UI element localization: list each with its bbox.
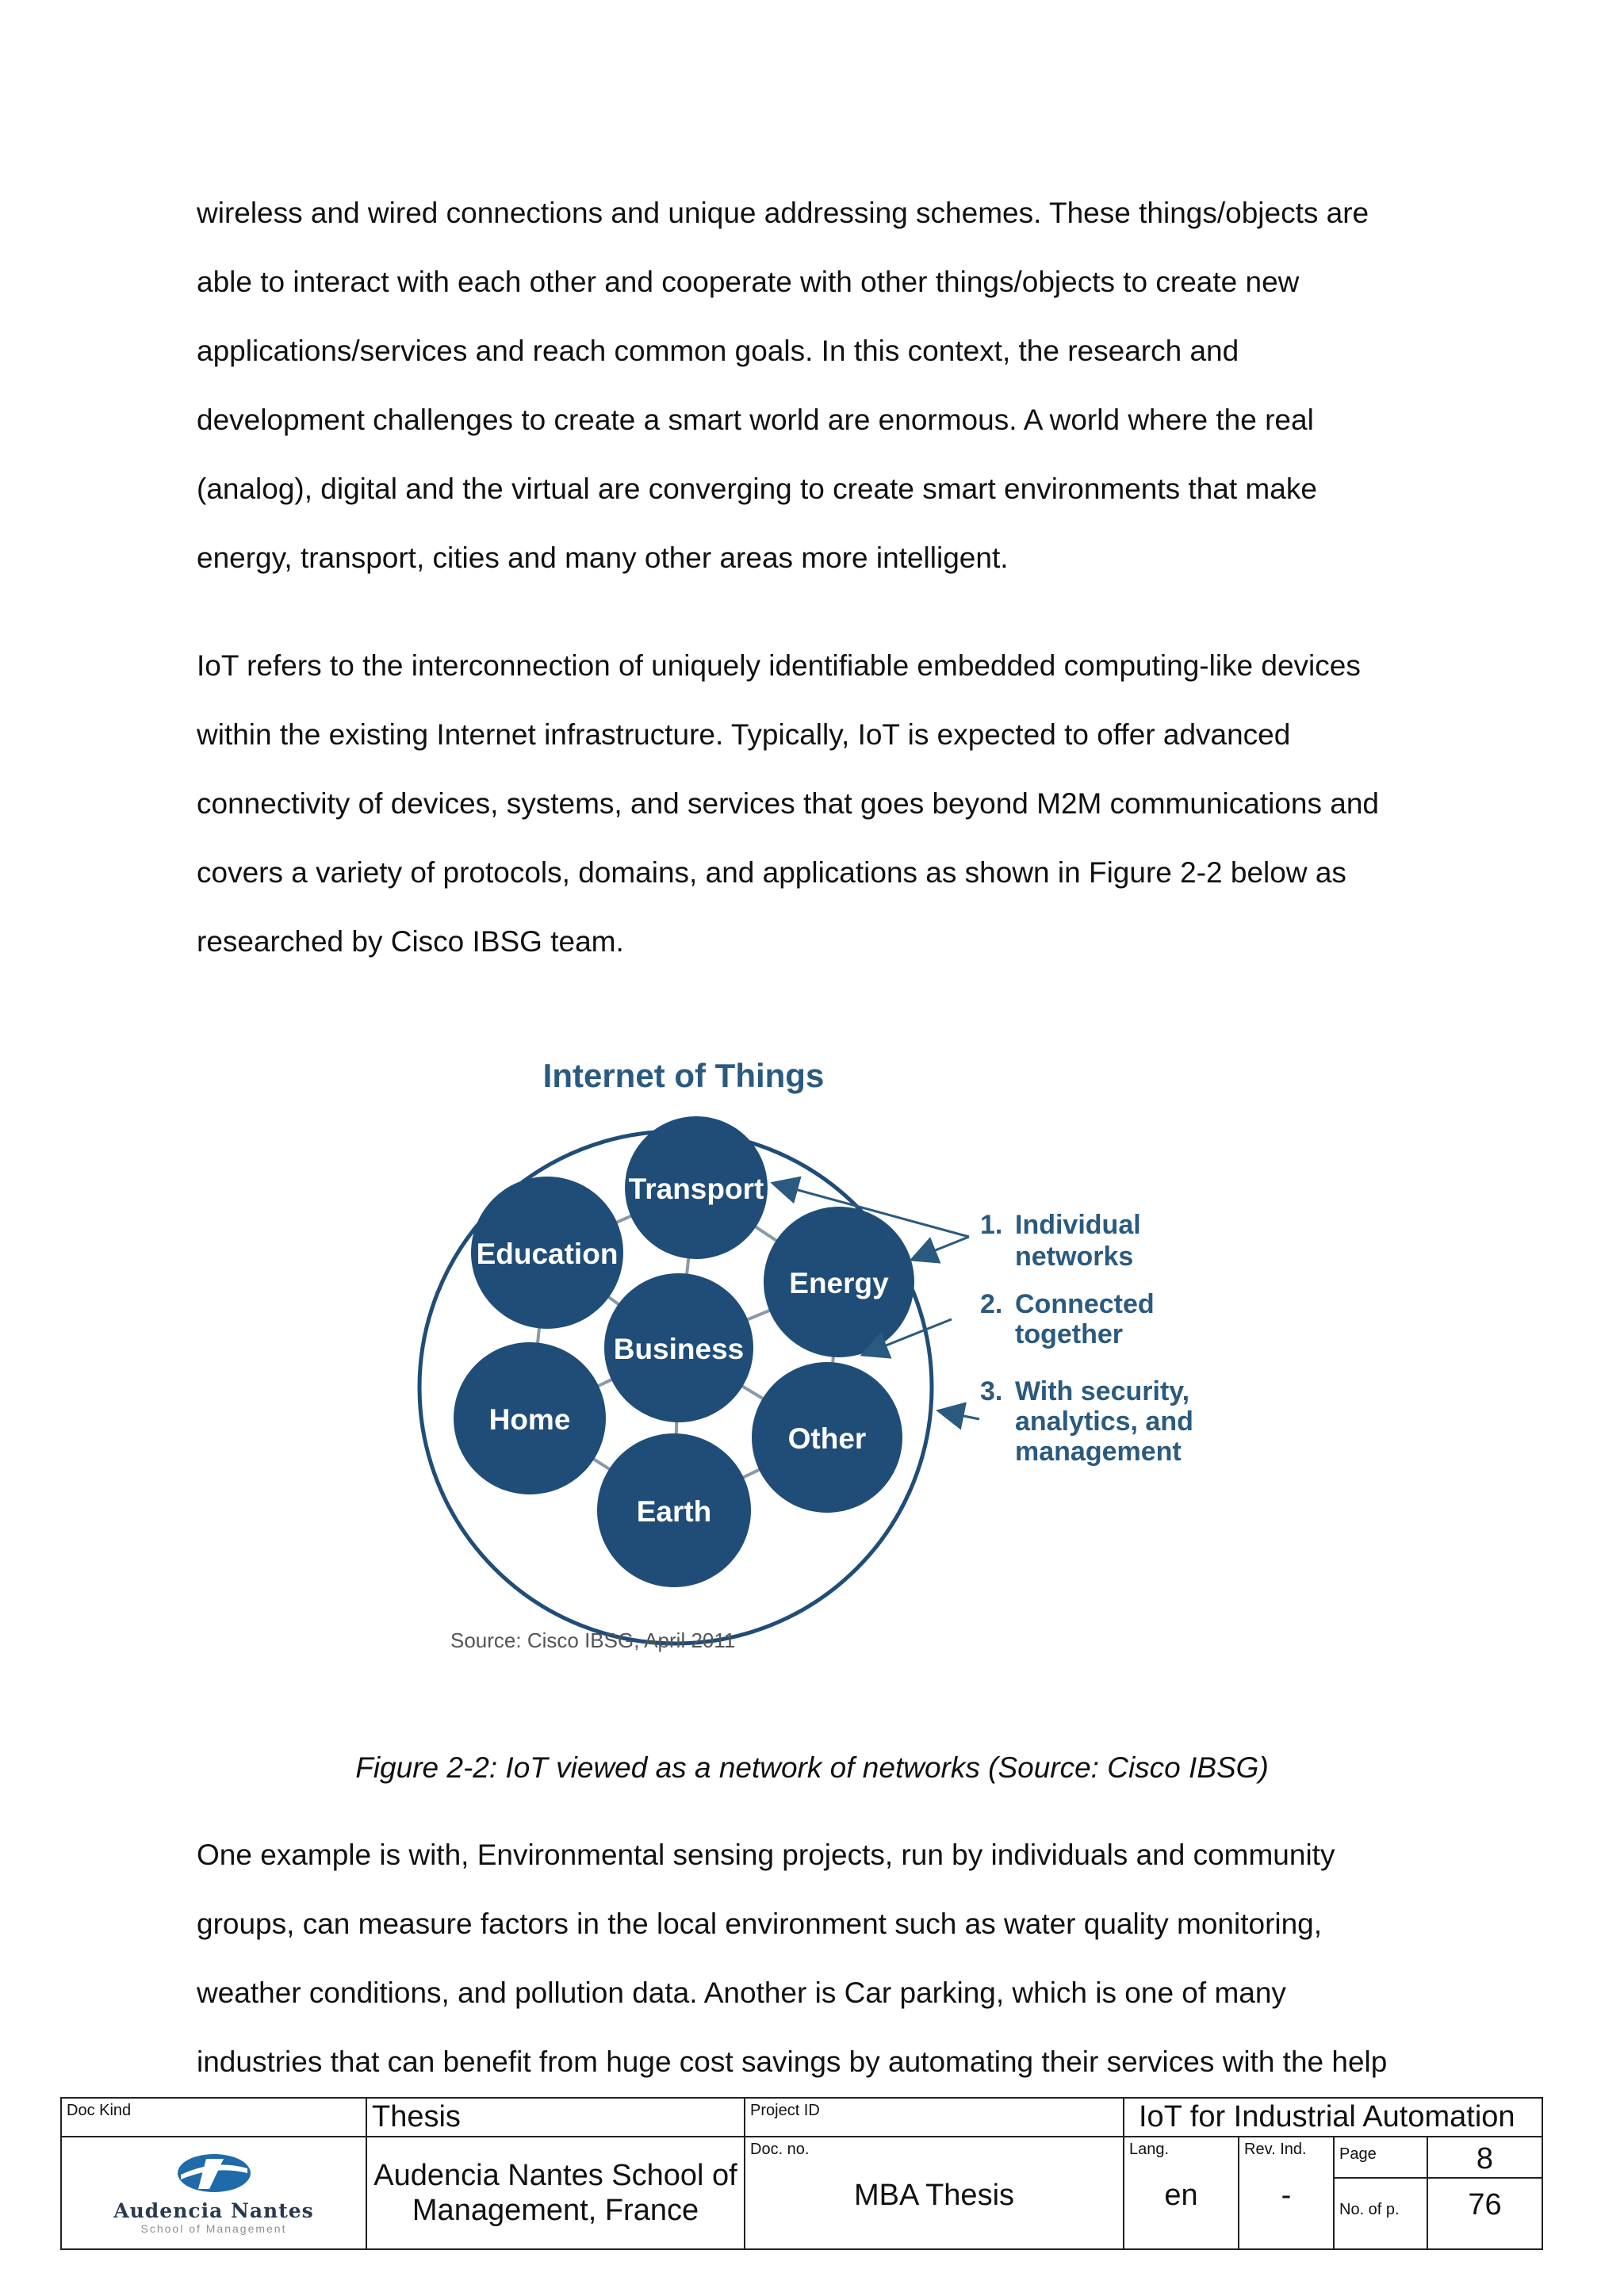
school-line-1: Audencia Nantes School of: [373, 2159, 737, 2192]
text-line: IoT refers to the interconnection of uniquely identifiable embedded computing-like devices: [197, 649, 1361, 682]
text-line: One example is with, Environmental sensing projects, run by individuals and community: [197, 1839, 1335, 1871]
node-label: Business: [613, 1333, 745, 1365]
footer-table: [60, 2097, 1543, 2250]
text-line: development challenges to create a smart world are enormous. A world where the real: [197, 404, 1314, 436]
project-id-value: IoT for Industrial Automation: [1124, 2098, 1542, 2137]
text-line: able to interact with each other and cooperate with other things/objects to create new: [197, 266, 1300, 298]
callouts: [980, 1210, 1193, 1467]
node-business: [604, 1273, 753, 1422]
doc-no-label: Doc. no.: [750, 2141, 810, 2158]
callout-text: With security,: [1015, 1376, 1190, 1406]
node-label: Education: [476, 1238, 619, 1270]
node-home: [454, 1342, 606, 1494]
text-line: energy, transport, cities and many other areas more intelligent.: [197, 541, 1009, 574]
lang-label: Lang.: [1129, 2141, 1170, 2158]
callout-number: 2.: [980, 1289, 1003, 1319]
page-value: 8: [1476, 2142, 1494, 2175]
text-line: within the existing Internet infrastructure. Typically, IoT is expected to offer advanced: [197, 718, 1291, 751]
audencia-logo-icon: [174, 2151, 254, 2195]
text-line: researched by Cisco IBSG team.: [197, 925, 624, 958]
pages-label: No. of p.: [1339, 2201, 1400, 2218]
page-values-cell: [1427, 2137, 1542, 2249]
doc-kind-label: Doc Kind: [61, 2098, 366, 2137]
node-education: [471, 1177, 623, 1329]
text-line: groups, can measure factors in the local environment such as water quality monitoring,: [197, 1908, 1323, 1940]
rev-cell: [1239, 2137, 1334, 2249]
text-line: weather conditions, and pollution data. Another is Car parking, which is one of many: [197, 1976, 1286, 2009]
node-label: Transport: [628, 1173, 764, 1205]
logo-subtitle: School of Management: [140, 2222, 287, 2235]
node-label: Home: [488, 1403, 571, 1436]
project-id-label: Project ID: [745, 2098, 1124, 2137]
callout-text: Connected: [1015, 1289, 1155, 1319]
node-label: Other: [787, 1422, 867, 1455]
callout-text: together: [1015, 1319, 1123, 1349]
text-line: connectivity of devices, systems, and services that goes beyond M2M communications and: [197, 787, 1379, 820]
logo: [61, 2137, 366, 2249]
callout-text: networks: [1015, 1242, 1134, 1272]
lang-value: en: [1164, 2179, 1198, 2212]
node-label: Energy: [789, 1267, 889, 1299]
text-line: wireless and wired connections and unique addressing schemes. These things/objects are: [197, 197, 1369, 229]
page-label: Page: [1339, 2145, 1377, 2163]
doc-kind-value: Thesis: [366, 2098, 745, 2137]
doc-no-cell: [745, 2137, 1124, 2249]
callout-text: Individual: [1015, 1210, 1141, 1240]
figure-caption: Figure 2-2: IoT viewed as a network of networks (Source: Cisco IBSG): [355, 1751, 1269, 1784]
lang-cell: [1124, 2137, 1239, 2249]
callout-number: 3.: [980, 1376, 1003, 1406]
figure-title: Internet of Things: [542, 1057, 825, 1094]
text-line: (analog), digital and the virtual are converging to create smart environments that make: [197, 473, 1317, 505]
callout-number: 1.: [980, 1210, 1003, 1240]
node-earth: [597, 1433, 751, 1587]
text-line: covers a variety of protocols, domains, and applications as shown in Figure 2-2 below as: [197, 856, 1346, 889]
node-other: [752, 1362, 902, 1513]
doc-no-value: MBA Thesis: [853, 2179, 1015, 2212]
logo-name: Audencia Nantes: [113, 2199, 314, 2222]
school-name: [366, 2137, 745, 2249]
rev-label: Rev. Ind.: [1244, 2141, 1307, 2158]
callout-text: analytics, and: [1015, 1406, 1193, 1437]
pages-value: 76: [1468, 2188, 1502, 2221]
callout-text: management: [1015, 1437, 1182, 1467]
text-line: industries that can benefit from huge cost savings by automating their services with the help: [197, 2045, 1388, 2078]
node-transport: [625, 1116, 768, 1259]
node-energy: [764, 1207, 914, 1357]
page-labels-cell: [1334, 2137, 1427, 2249]
figure-source: Source: Cisco IBSG, April 2011: [450, 1628, 736, 1652]
text-line: applications/services and reach common goals. In this context, the research and: [197, 335, 1239, 367]
node-label: Earth: [636, 1495, 712, 1528]
rev-value: -: [1281, 2179, 1292, 2212]
school-line-2: Management, France: [412, 2194, 699, 2227]
